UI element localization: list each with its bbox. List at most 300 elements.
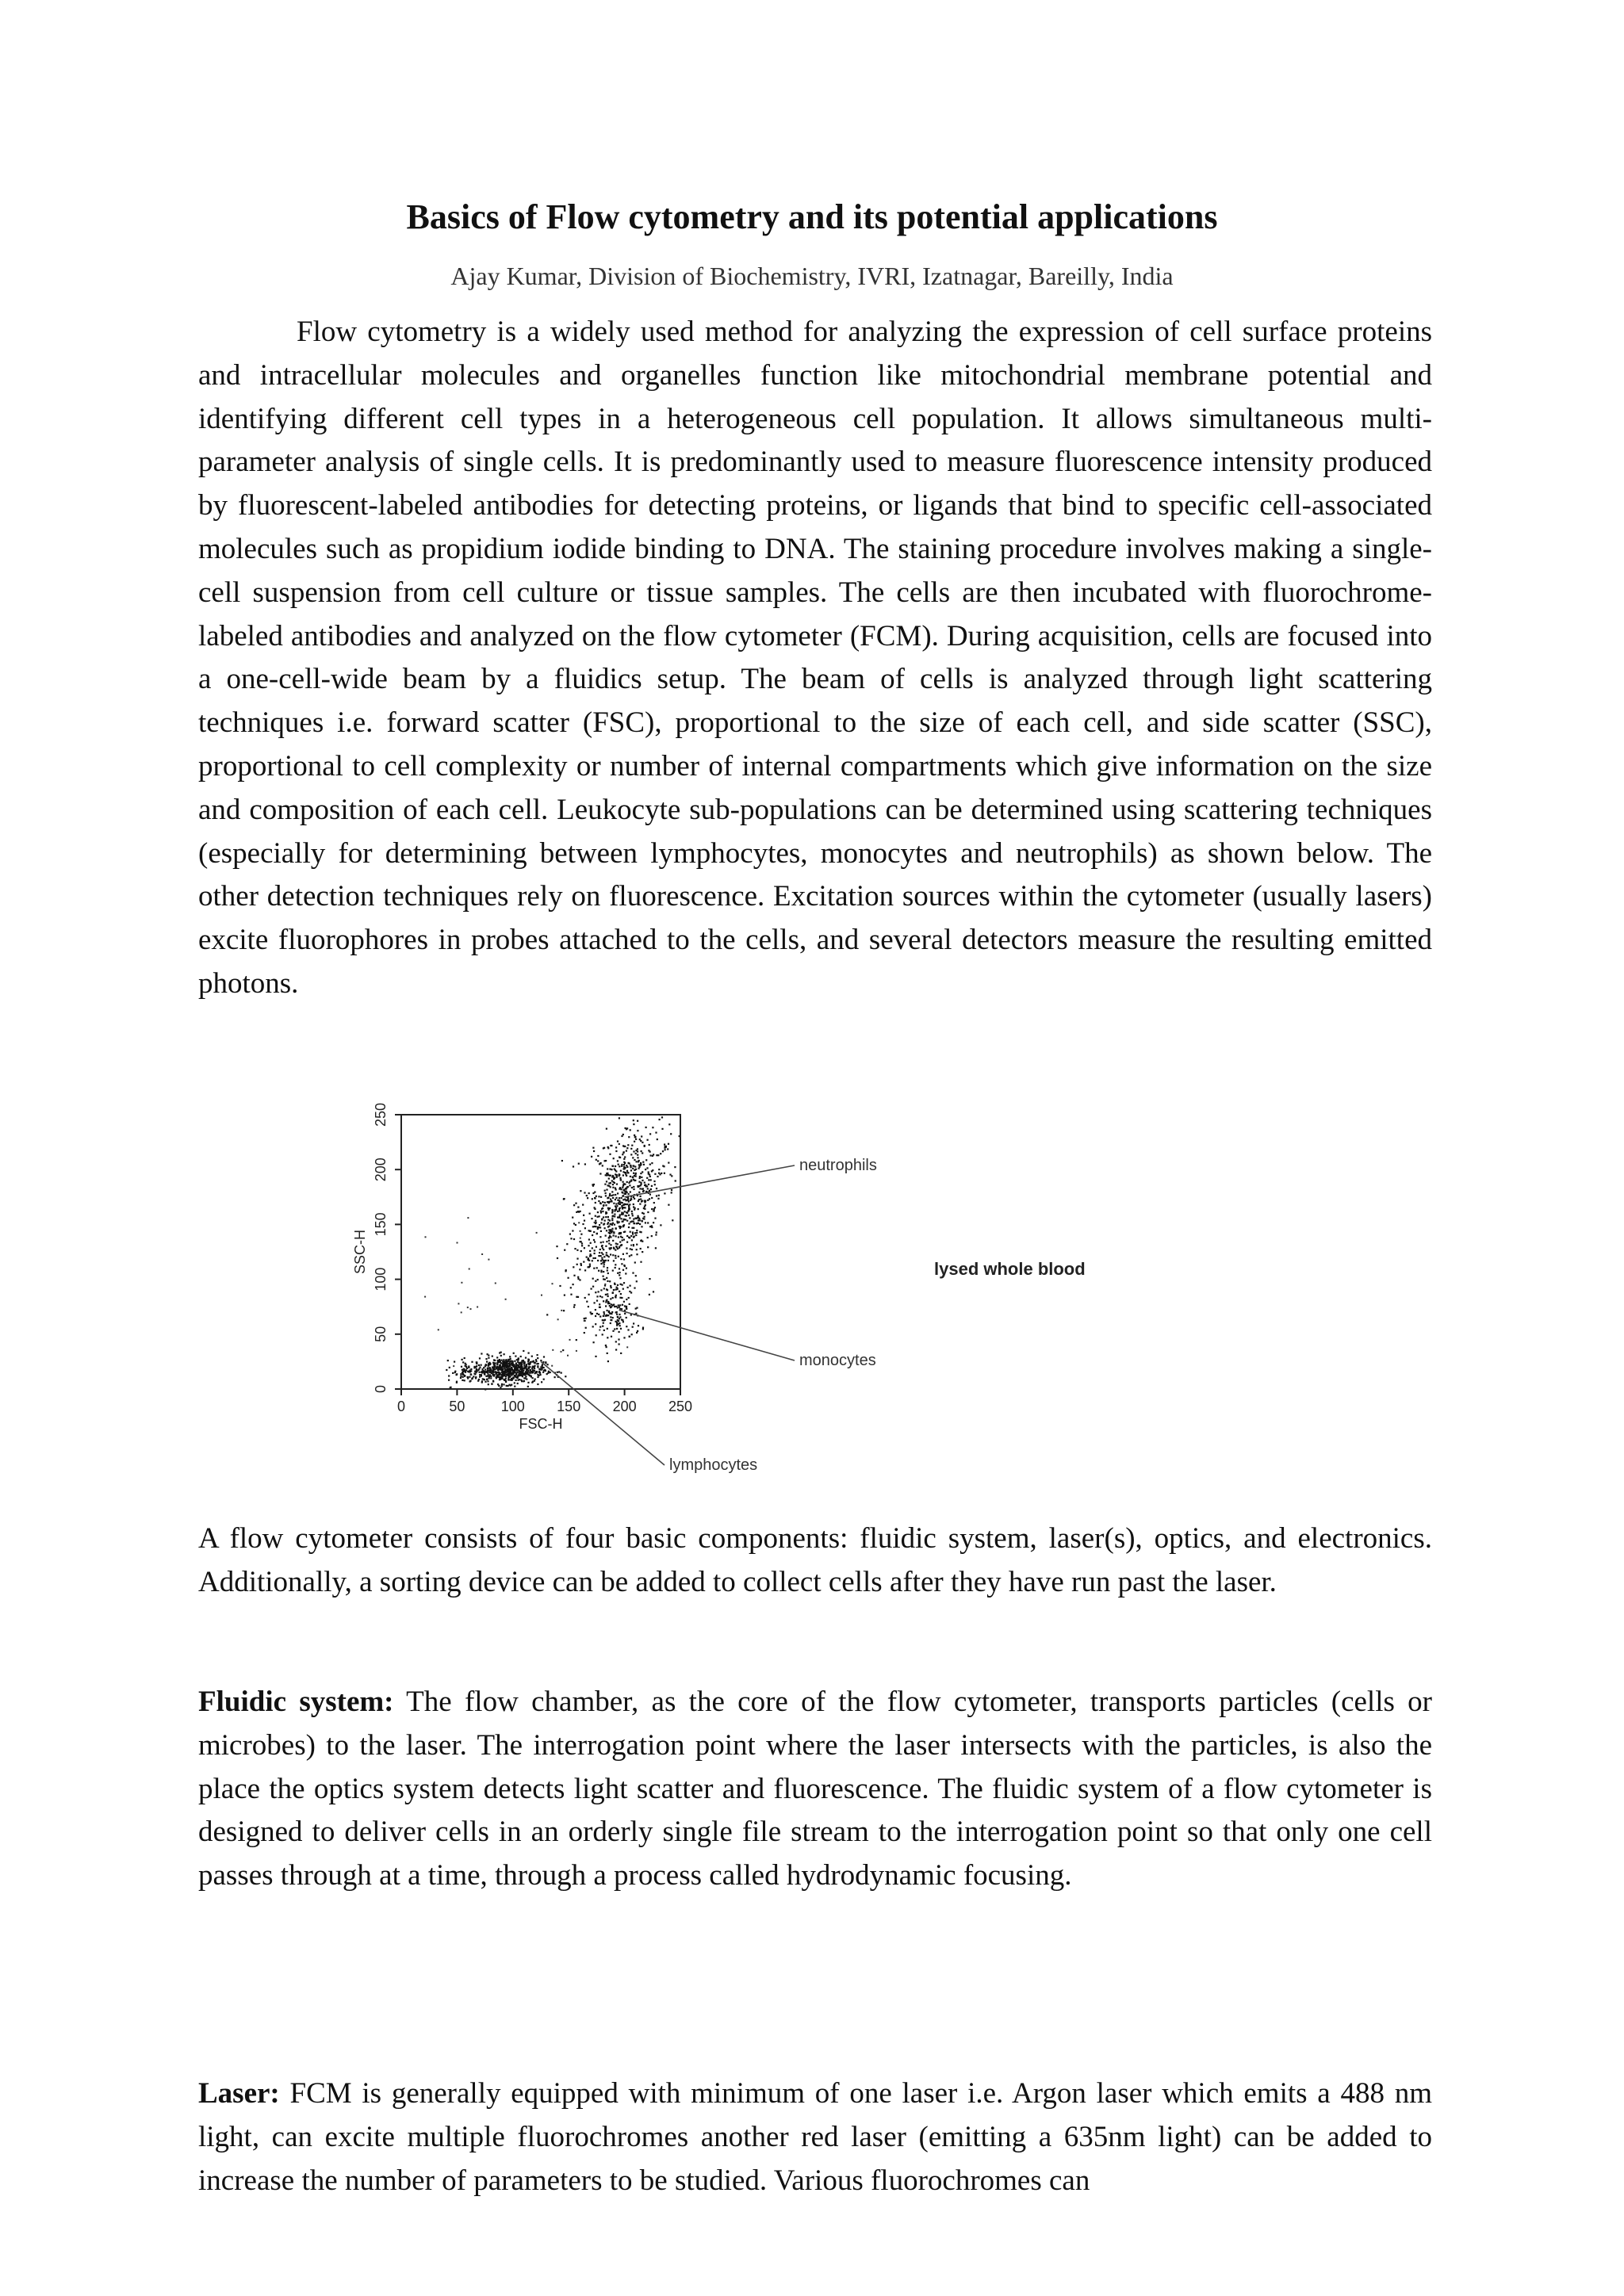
data-point-neutrophils: [606, 1277, 607, 1279]
data-point-background: [626, 1346, 628, 1348]
data-point-neutrophils: [622, 1288, 624, 1290]
author-line: Ajay Kumar, Division of Biochemistry, IVRI, Izatnagar, Bareilly, India: [450, 262, 1174, 290]
data-point-neutrophils: [647, 1246, 649, 1248]
data-point-lymphocytes: [521, 1370, 523, 1372]
data-point-lymphocytes: [510, 1358, 511, 1360]
data-point-neutrophils: [603, 1264, 605, 1265]
data-point-neutrophils: [648, 1171, 649, 1173]
data-point-neutrophils: [647, 1200, 649, 1201]
data-point-debris: [454, 1371, 456, 1372]
data-point-neutrophils: [603, 1249, 604, 1250]
data-point-monocytes: [619, 1304, 621, 1306]
data-point-background: [551, 1365, 553, 1367]
data-point-neutrophils: [650, 1179, 652, 1181]
data-point-neutrophils: [618, 1236, 619, 1238]
data-point-neutrophils: [599, 1226, 601, 1228]
data-point-neutrophils: [606, 1181, 607, 1182]
data-point-neutrophils: [586, 1257, 588, 1258]
data-point-lymphocytes: [512, 1360, 514, 1362]
data-point-neutrophils: [599, 1173, 601, 1174]
data-point-neutrophils: [600, 1230, 602, 1232]
data-point-neutrophils: [615, 1207, 617, 1208]
data-point-neutrophils: [594, 1192, 596, 1193]
data-point-background: [438, 1329, 439, 1330]
data-point-background: [576, 1350, 577, 1352]
data-point-lymphocytes: [527, 1359, 529, 1360]
data-point-monocytes: [595, 1323, 596, 1325]
data-point-lymphocytes: [464, 1357, 465, 1359]
data-point-lymphocytes: [504, 1353, 505, 1355]
data-point-monocytes: [632, 1326, 634, 1328]
data-point-neutrophils: [613, 1260, 615, 1261]
data-point-lymphocytes: [525, 1357, 527, 1359]
data-point-lymphocytes: [501, 1360, 503, 1361]
data-point-monocytes: [603, 1322, 604, 1324]
data-point-debris: [476, 1368, 477, 1370]
data-point-neutrophils: [607, 1272, 609, 1274]
data-point-neutrophils: [623, 1239, 625, 1241]
data-point-neutrophils: [601, 1245, 603, 1246]
data-point-neutrophils: [592, 1257, 594, 1259]
data-point-neutrophils: [607, 1173, 608, 1174]
x-tick-label: 250: [668, 1399, 693, 1414]
data-point-monocytes: [617, 1307, 619, 1308]
data-point-neutrophils: [622, 1154, 623, 1155]
data-point-monocytes: [642, 1328, 644, 1330]
data-point-neutrophils: [629, 1184, 630, 1186]
data-point-neutrophils: [602, 1201, 603, 1203]
data-point-monocytes: [615, 1289, 616, 1291]
data-point-neutrophils: [573, 1223, 575, 1224]
data-point-neutrophils: [619, 1221, 620, 1223]
data-point-neutrophils: [642, 1218, 644, 1219]
data-point-neutrophils: [617, 1141, 619, 1142]
data-point-neutrophils: [577, 1296, 579, 1298]
data-point-lymphocytes: [494, 1360, 496, 1361]
data-point-monocytes: [616, 1311, 618, 1313]
data-point-neutrophils: [624, 1199, 626, 1200]
data-point-neutrophils: [625, 1272, 626, 1274]
data-point-neutrophils: [640, 1173, 642, 1174]
data-point-neutrophils: [615, 1188, 617, 1190]
data-point-monocytes: [603, 1313, 605, 1314]
data-point-neutrophils: [649, 1164, 651, 1165]
data-point-lymphocytes: [512, 1373, 514, 1375]
data-point-lymphocytes: [527, 1386, 529, 1387]
data-point-neutrophils: [626, 1235, 628, 1237]
data-point-monocytes: [637, 1330, 638, 1332]
data-point-neutrophils: [638, 1223, 639, 1224]
data-point-monocytes: [595, 1280, 596, 1282]
data-point-neutrophils: [613, 1232, 615, 1234]
data-point-neutrophils: [599, 1215, 600, 1217]
data-point-lymphocytes: [531, 1356, 533, 1357]
data-point-neutrophils: [650, 1188, 652, 1190]
data-point-lymphocytes: [487, 1353, 488, 1355]
data-point-neutrophils: [603, 1216, 604, 1218]
data-point-neutrophils: [599, 1236, 601, 1238]
data-point-monocytes: [618, 1338, 619, 1340]
data-point-neutrophils: [599, 1249, 601, 1250]
data-point-neutrophils: [619, 1117, 620, 1119]
data-point-debris: [467, 1376, 469, 1378]
data-point-neutrophils: [566, 1243, 568, 1245]
data-point-neutrophils: [615, 1235, 617, 1237]
data-point-neutrophils: [594, 1241, 596, 1242]
data-point-background: [630, 1245, 632, 1246]
data-point-neutrophils: [597, 1216, 599, 1218]
data-point-neutrophils: [572, 1230, 573, 1231]
data-point-neutrophils: [627, 1172, 629, 1173]
data-point-neutrophils: [573, 1266, 574, 1268]
data-point-lymphocytes: [530, 1369, 531, 1371]
data-point-neutrophils: [615, 1165, 616, 1167]
data-point-neutrophils: [622, 1207, 623, 1209]
data-point-lymphocytes: [520, 1367, 522, 1368]
data-point-neutrophils: [587, 1197, 588, 1199]
data-point-neutrophils: [640, 1196, 642, 1197]
data-point-neutrophils: [630, 1248, 631, 1249]
data-point-lymphocytes: [481, 1372, 482, 1373]
data-point-lymphocytes: [531, 1372, 533, 1373]
data-point-neutrophils: [622, 1199, 624, 1200]
data-point-neutrophils: [626, 1211, 627, 1213]
data-point-lymphocytes: [515, 1356, 516, 1357]
data-point-neutrophils: [596, 1196, 597, 1197]
data-point-monocytes: [599, 1326, 601, 1328]
data-point-background: [541, 1295, 542, 1296]
data-point-neutrophils: [625, 1173, 626, 1175]
data-point-neutrophils: [605, 1260, 607, 1261]
data-point-neutrophils: [580, 1263, 582, 1265]
data-point-neutrophils: [668, 1162, 669, 1164]
data-point-monocytes: [626, 1299, 627, 1300]
data-point-neutrophils: [609, 1154, 611, 1155]
data-point-neutrophils: [657, 1138, 658, 1140]
data-point-neutrophils: [624, 1265, 626, 1267]
data-point-lymphocytes: [503, 1383, 504, 1385]
data-point-neutrophils: [615, 1170, 617, 1172]
data-point-neutrophils: [613, 1234, 615, 1236]
data-point-neutrophils: [612, 1197, 614, 1199]
data-point-neutrophils: [619, 1268, 620, 1269]
data-point-neutrophils: [586, 1301, 588, 1303]
data-point-neutrophils: [626, 1170, 628, 1172]
data-point-lymphocytes: [512, 1366, 514, 1368]
data-point-debris: [464, 1368, 465, 1370]
data-point-lymphocytes: [501, 1376, 503, 1377]
data-point-monocytes: [599, 1316, 601, 1318]
data-point-background: [453, 1365, 454, 1367]
data-point-neutrophils: [615, 1203, 617, 1205]
data-point-neutrophils: [638, 1199, 640, 1200]
data-point-neutrophils: [638, 1208, 639, 1210]
data-point-monocytes: [617, 1288, 619, 1289]
data-point-neutrophils: [597, 1211, 599, 1213]
data-point-monocytes: [615, 1341, 617, 1342]
data-point-neutrophils: [617, 1160, 619, 1161]
data-point-lymphocytes: [534, 1372, 536, 1374]
data-point-neutrophils: [624, 1162, 626, 1164]
data-point-lymphocytes: [486, 1361, 488, 1363]
data-point-neutrophils: [626, 1220, 628, 1222]
data-point-neutrophils: [623, 1282, 625, 1284]
data-point-background: [505, 1299, 507, 1300]
data-point-neutrophils: [628, 1136, 630, 1138]
data-point-neutrophils: [651, 1226, 653, 1228]
data-point-neutrophils: [642, 1251, 643, 1253]
data-point-neutrophils: [609, 1169, 611, 1170]
data-point-neutrophils: [633, 1244, 634, 1246]
data-point-neutrophils: [610, 1285, 611, 1287]
data-point-neutrophils: [612, 1223, 614, 1224]
data-point-lymphocytes: [504, 1373, 505, 1375]
data-point-neutrophils: [619, 1233, 620, 1234]
fluidic-paragraph: [198, 1681, 1432, 1898]
data-point-monocytes: [599, 1307, 601, 1308]
data-point-neutrophils: [635, 1138, 637, 1140]
data-point-neutrophils: [621, 1205, 622, 1207]
data-point-background: [580, 1230, 581, 1232]
data-point-neutrophils: [639, 1203, 641, 1205]
data-point-neutrophils: [626, 1128, 627, 1130]
data-point-neutrophils: [607, 1147, 609, 1149]
y-tick-label: 100: [373, 1267, 389, 1292]
data-point-background: [557, 1318, 559, 1320]
data-point-monocytes: [615, 1321, 617, 1322]
data-point-lymphocytes: [517, 1376, 519, 1377]
data-point-neutrophils: [631, 1187, 633, 1188]
data-point-neutrophils: [605, 1235, 607, 1237]
data-point-neutrophils: [628, 1226, 630, 1228]
data-point-monocytes: [618, 1304, 619, 1306]
data-point-lymphocytes: [543, 1367, 545, 1368]
data-point-neutrophils: [610, 1253, 611, 1255]
data-point-background: [461, 1282, 462, 1284]
data-point-neutrophils: [628, 1237, 630, 1238]
data-point-neutrophils: [623, 1189, 625, 1191]
data-point-neutrophils: [596, 1300, 598, 1302]
data-point-neutrophils: [622, 1202, 623, 1203]
data-point-neutrophils: [619, 1143, 620, 1145]
data-point-neutrophils: [608, 1185, 610, 1187]
data-point-debris: [474, 1371, 476, 1372]
data-point-neutrophils: [657, 1176, 658, 1177]
data-point-neutrophils: [620, 1170, 622, 1172]
x-tick-label: 100: [500, 1399, 525, 1414]
data-point-lymphocytes: [492, 1380, 494, 1382]
data-point-lymphocytes: [547, 1372, 549, 1374]
data-point-monocytes: [605, 1294, 607, 1295]
data-point-lymphocytes: [543, 1356, 545, 1357]
data-point-monocytes: [619, 1325, 621, 1326]
data-point-lymphocytes: [490, 1377, 492, 1379]
data-point-neutrophils: [619, 1210, 620, 1211]
data-point-monocytes: [607, 1303, 609, 1304]
data-point-neutrophils: [611, 1219, 613, 1221]
data-point-lymphocytes: [501, 1369, 503, 1371]
data-point-neutrophils: [580, 1190, 581, 1192]
data-point-neutrophils: [622, 1220, 624, 1222]
data-point-lymphocytes: [454, 1361, 455, 1363]
data-point-neutrophils: [573, 1275, 575, 1276]
data-point-neutrophils: [581, 1242, 583, 1244]
data-point-lymphocytes: [523, 1350, 524, 1352]
data-point-neutrophils: [579, 1279, 580, 1280]
data-point-lymphocytes: [485, 1381, 486, 1383]
data-point-neutrophils: [611, 1180, 613, 1181]
data-point-lymphocytes: [473, 1376, 474, 1377]
data-point-neutrophils: [628, 1193, 630, 1195]
data-point-neutrophils: [619, 1177, 621, 1179]
data-point-neutrophils: [617, 1284, 619, 1286]
data-point-debris: [462, 1376, 464, 1378]
data-point-neutrophils: [597, 1155, 599, 1157]
data-point-neutrophils: [634, 1136, 636, 1138]
data-point-lymphocytes: [505, 1366, 507, 1368]
data-point-monocytes: [592, 1278, 594, 1280]
data-point-neutrophils: [630, 1154, 632, 1155]
data-point-lymphocytes: [503, 1362, 504, 1364]
data-point-lymphocytes: [515, 1367, 516, 1368]
data-point-neutrophils: [621, 1263, 622, 1265]
data-point-neutrophils: [637, 1130, 638, 1131]
data-point-monocytes: [595, 1356, 596, 1357]
data-point-neutrophils: [593, 1184, 595, 1185]
data-point-neutrophils: [635, 1275, 637, 1276]
data-point-neutrophils: [607, 1216, 609, 1218]
data-point-neutrophils: [595, 1309, 596, 1311]
data-point-neutrophils: [642, 1180, 643, 1181]
data-point-debris: [460, 1376, 462, 1377]
data-point-neutrophils: [562, 1349, 564, 1351]
data-point-neutrophils: [609, 1207, 611, 1209]
data-point-neutrophils: [575, 1203, 576, 1204]
data-point-neutrophils: [623, 1219, 625, 1220]
data-point-lymphocytes: [524, 1372, 526, 1374]
data-point-monocytes: [617, 1316, 619, 1318]
annotation-label-monocytes: monocytes: [799, 1352, 876, 1369]
data-point-lymphocytes: [509, 1361, 511, 1363]
data-point-neutrophils: [636, 1223, 638, 1224]
scatter-chart: [341, 1091, 1134, 1487]
data-point-lymphocytes: [471, 1361, 473, 1363]
data-point-neutrophils: [588, 1260, 590, 1261]
data-point-neutrophils: [648, 1173, 649, 1175]
data-point-lymphocytes: [523, 1368, 525, 1369]
data-point-lymphocytes: [492, 1356, 493, 1357]
data-point-background: [425, 1236, 427, 1238]
data-point-lymphocytes: [479, 1376, 481, 1378]
data-point-lymphocytes: [514, 1386, 515, 1387]
data-point-neutrophils: [626, 1166, 628, 1168]
data-point-neutrophils: [651, 1208, 653, 1210]
data-point-neutrophils: [628, 1215, 630, 1216]
data-point-lymphocytes: [545, 1362, 546, 1364]
x-tick-label: 50: [449, 1399, 465, 1414]
data-point-neutrophils: [639, 1188, 641, 1189]
data-point-monocytes: [584, 1332, 585, 1334]
data-point-neutrophils: [617, 1211, 619, 1212]
data-point-neutrophils: [608, 1237, 610, 1238]
chart-title: lysed whole blood: [934, 1259, 1086, 1279]
data-point-background: [424, 1296, 426, 1298]
data-point-neutrophils: [615, 1146, 617, 1148]
data-point-neutrophils: [594, 1226, 596, 1227]
data-point-monocytes: [613, 1289, 615, 1291]
data-point-lymphocytes: [523, 1380, 524, 1382]
laser-paragraph: [198, 2072, 1432, 2202]
data-point-neutrophils: [645, 1222, 646, 1223]
data-point-neutrophils: [613, 1247, 615, 1249]
data-point-neutrophils: [577, 1276, 579, 1278]
data-point-neutrophils: [606, 1212, 607, 1214]
data-point-neutrophils: [621, 1164, 622, 1165]
data-point-neutrophils: [619, 1197, 620, 1199]
data-point-neutrophils: [621, 1197, 622, 1199]
data-point-neutrophils: [647, 1139, 649, 1141]
data-point-neutrophils: [650, 1154, 652, 1156]
data-point-lymphocytes: [554, 1376, 556, 1378]
data-point-neutrophils: [640, 1248, 642, 1249]
data-point-neutrophils: [653, 1210, 655, 1211]
data-point-lymphocytes: [500, 1355, 502, 1357]
data-point-monocytes: [633, 1322, 634, 1324]
data-point-neutrophils: [556, 1246, 557, 1247]
data-point-neutrophils: [615, 1246, 617, 1247]
data-point-neutrophils: [570, 1294, 572, 1295]
data-point-monocytes: [612, 1304, 614, 1306]
data-point-monocytes: [605, 1305, 607, 1307]
data-point-monocytes: [624, 1313, 626, 1314]
annotation-label-lymphocytes: lymphocytes: [669, 1456, 758, 1474]
data-point-neutrophils: [660, 1153, 661, 1154]
data-point-monocytes: [623, 1337, 625, 1338]
data-point-neutrophils: [647, 1188, 649, 1189]
data-point-debris: [456, 1373, 458, 1375]
data-point-neutrophils: [608, 1182, 610, 1184]
data-point-neutrophils: [624, 1146, 626, 1147]
data-point-neutrophils: [592, 1260, 593, 1261]
data-point-neutrophils: [642, 1142, 643, 1143]
data-point-lymphocytes: [482, 1368, 484, 1370]
data-point-neutrophils: [645, 1191, 647, 1192]
data-point-lymphocytes: [523, 1370, 524, 1372]
data-point-neutrophils: [624, 1211, 626, 1212]
data-point-monocytes: [599, 1295, 601, 1297]
data-point-neutrophils: [601, 1208, 603, 1210]
data-point-neutrophils: [617, 1222, 619, 1223]
data-point-neutrophils: [626, 1186, 628, 1188]
data-point-monocytes: [607, 1295, 609, 1297]
data-point-neutrophils: [564, 1295, 565, 1296]
data-point-lymphocytes: [497, 1376, 499, 1378]
data-point-neutrophils: [649, 1144, 650, 1146]
data-point-lymphocytes: [487, 1376, 488, 1377]
data-point-neutrophils: [639, 1223, 641, 1225]
data-point-neutrophils: [636, 1230, 638, 1231]
data-point-neutrophils: [592, 1247, 593, 1249]
data-point-neutrophils: [674, 1166, 676, 1168]
data-point-neutrophils: [584, 1318, 585, 1319]
data-point-monocytes: [619, 1307, 620, 1308]
data-point-neutrophils: [576, 1249, 578, 1251]
data-point-neutrophils: [619, 1165, 620, 1167]
data-point-neutrophils: [653, 1291, 654, 1292]
data-point-neutrophils: [611, 1200, 612, 1202]
data-point-neutrophils: [576, 1211, 577, 1213]
data-point-neutrophils: [656, 1154, 657, 1156]
